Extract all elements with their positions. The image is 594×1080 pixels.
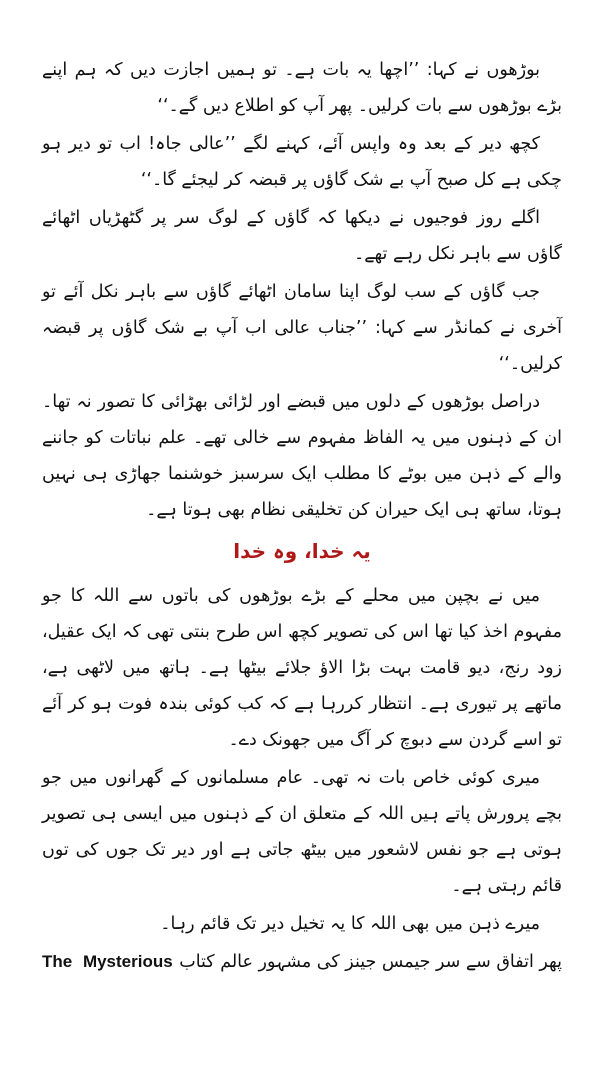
document-page <box>42 52 562 1062</box>
paragraph-elders-return: کچھ دیر کے بعد وہ واپس آئے، کہنے لگے ’’عالی جاہ! اب تو دیر ہو چکی ہے کل صبح آپ بے شک گاؤں پر قبضہ کر لیجئے گا۔‘‘ <box>42 134 562 190</box>
closing-line <box>42 944 562 980</box>
paragraph-elders-reply: بوڑھوں نے کہا: ’’اچھا یہ بات ہے۔ تو ہمیں اجازت دیں کہ ہم اپنے بڑے بوڑھوں سے بات کرلیں۔ پھر آپ کو اطلاع دیں گے۔‘‘ <box>42 60 562 116</box>
closing-line-english: The Mysterious <box>42 952 173 971</box>
paragraph-childhood-image: میں نے بچپن میں محلے کے بڑے بوڑھوں کی باتوں سے اللہ کا جو مفہوم اخذ کیا تھا اس کی تصویر کچھ اس طرح بنتی تھی کہ ایک عقیل، زود رنج، دیو قامت بہت بڑا الاؤ جلائے بیٹھا ہے۔ ہاتھ میں لاٹھی ہے، ماتھے پر تیوری ہے۔ انتظار کررہا ہے کہ کب کوئی بندہ فوت ہو کر آئے تو اسے گردن سے دبوچ کر آگ میں جھونک دے۔ <box>42 586 562 750</box>
paragraph-villagers-leave: جب گاؤں کے سب لوگ اپنا سامان اٹھائے گاؤں سے باہر نکل آئے تو آخری نے کمانڈر سے کہا: ’’جناب عالی اب آپ بے شک گاؤں پر قبضہ کرلیں۔‘‘ <box>42 282 562 374</box>
paragraph-next-day: اگلے روز فوجیوں نے دیکھا کہ گاؤں کے لوگ سر پر گٹھڑیاں اٹھائے گاؤں سے باہر نکل رہے تھے۔ <box>42 208 562 264</box>
paragraph-concept-remained: میرے ذہن میں بھی اللہ کا یہ تخیل دیر تک قائم رہا۔ <box>160 914 540 934</box>
closing-line-urdu: پھر اتفاق سے سر جیمس جینز کی مشہور عالم کتاب <box>179 952 562 972</box>
paragraph-explanation: دراصل بوڑھوں کے دلوں میں قبضے اور لڑائی بھڑائی کا تصور نہ تھا۔ ان کے ذہنوں میں یہ الفاظ مفہوم سے خالی تھے۔ علم نباتات کو جاننے والے کے ذہن میں بوٹے کا مطلب ایک سرسبز خوشنما جھاڑی ہی نہیں ہوتا، ساتھ ہی ایک حیران کن تخلیقی نظام بھی ہوتا ہے۔ <box>42 392 562 520</box>
paragraph-common-muslims: میری کوئی خاص بات نہ تھی۔ عام مسلمانوں کے گھرانوں میں جو بچے پرورش پاتے ہیں اللہ کے متعلق ان کے ذہنوں میں ایسی ہی تصویر ہوتی ہے جو نفس لاشعور میں بیٹھ جاتی ہے اور دیر تک جوں کی توں قائم رہتی ہے۔ <box>42 768 562 896</box>
section-heading: یہ خدا، وہ خدا <box>233 539 371 563</box>
